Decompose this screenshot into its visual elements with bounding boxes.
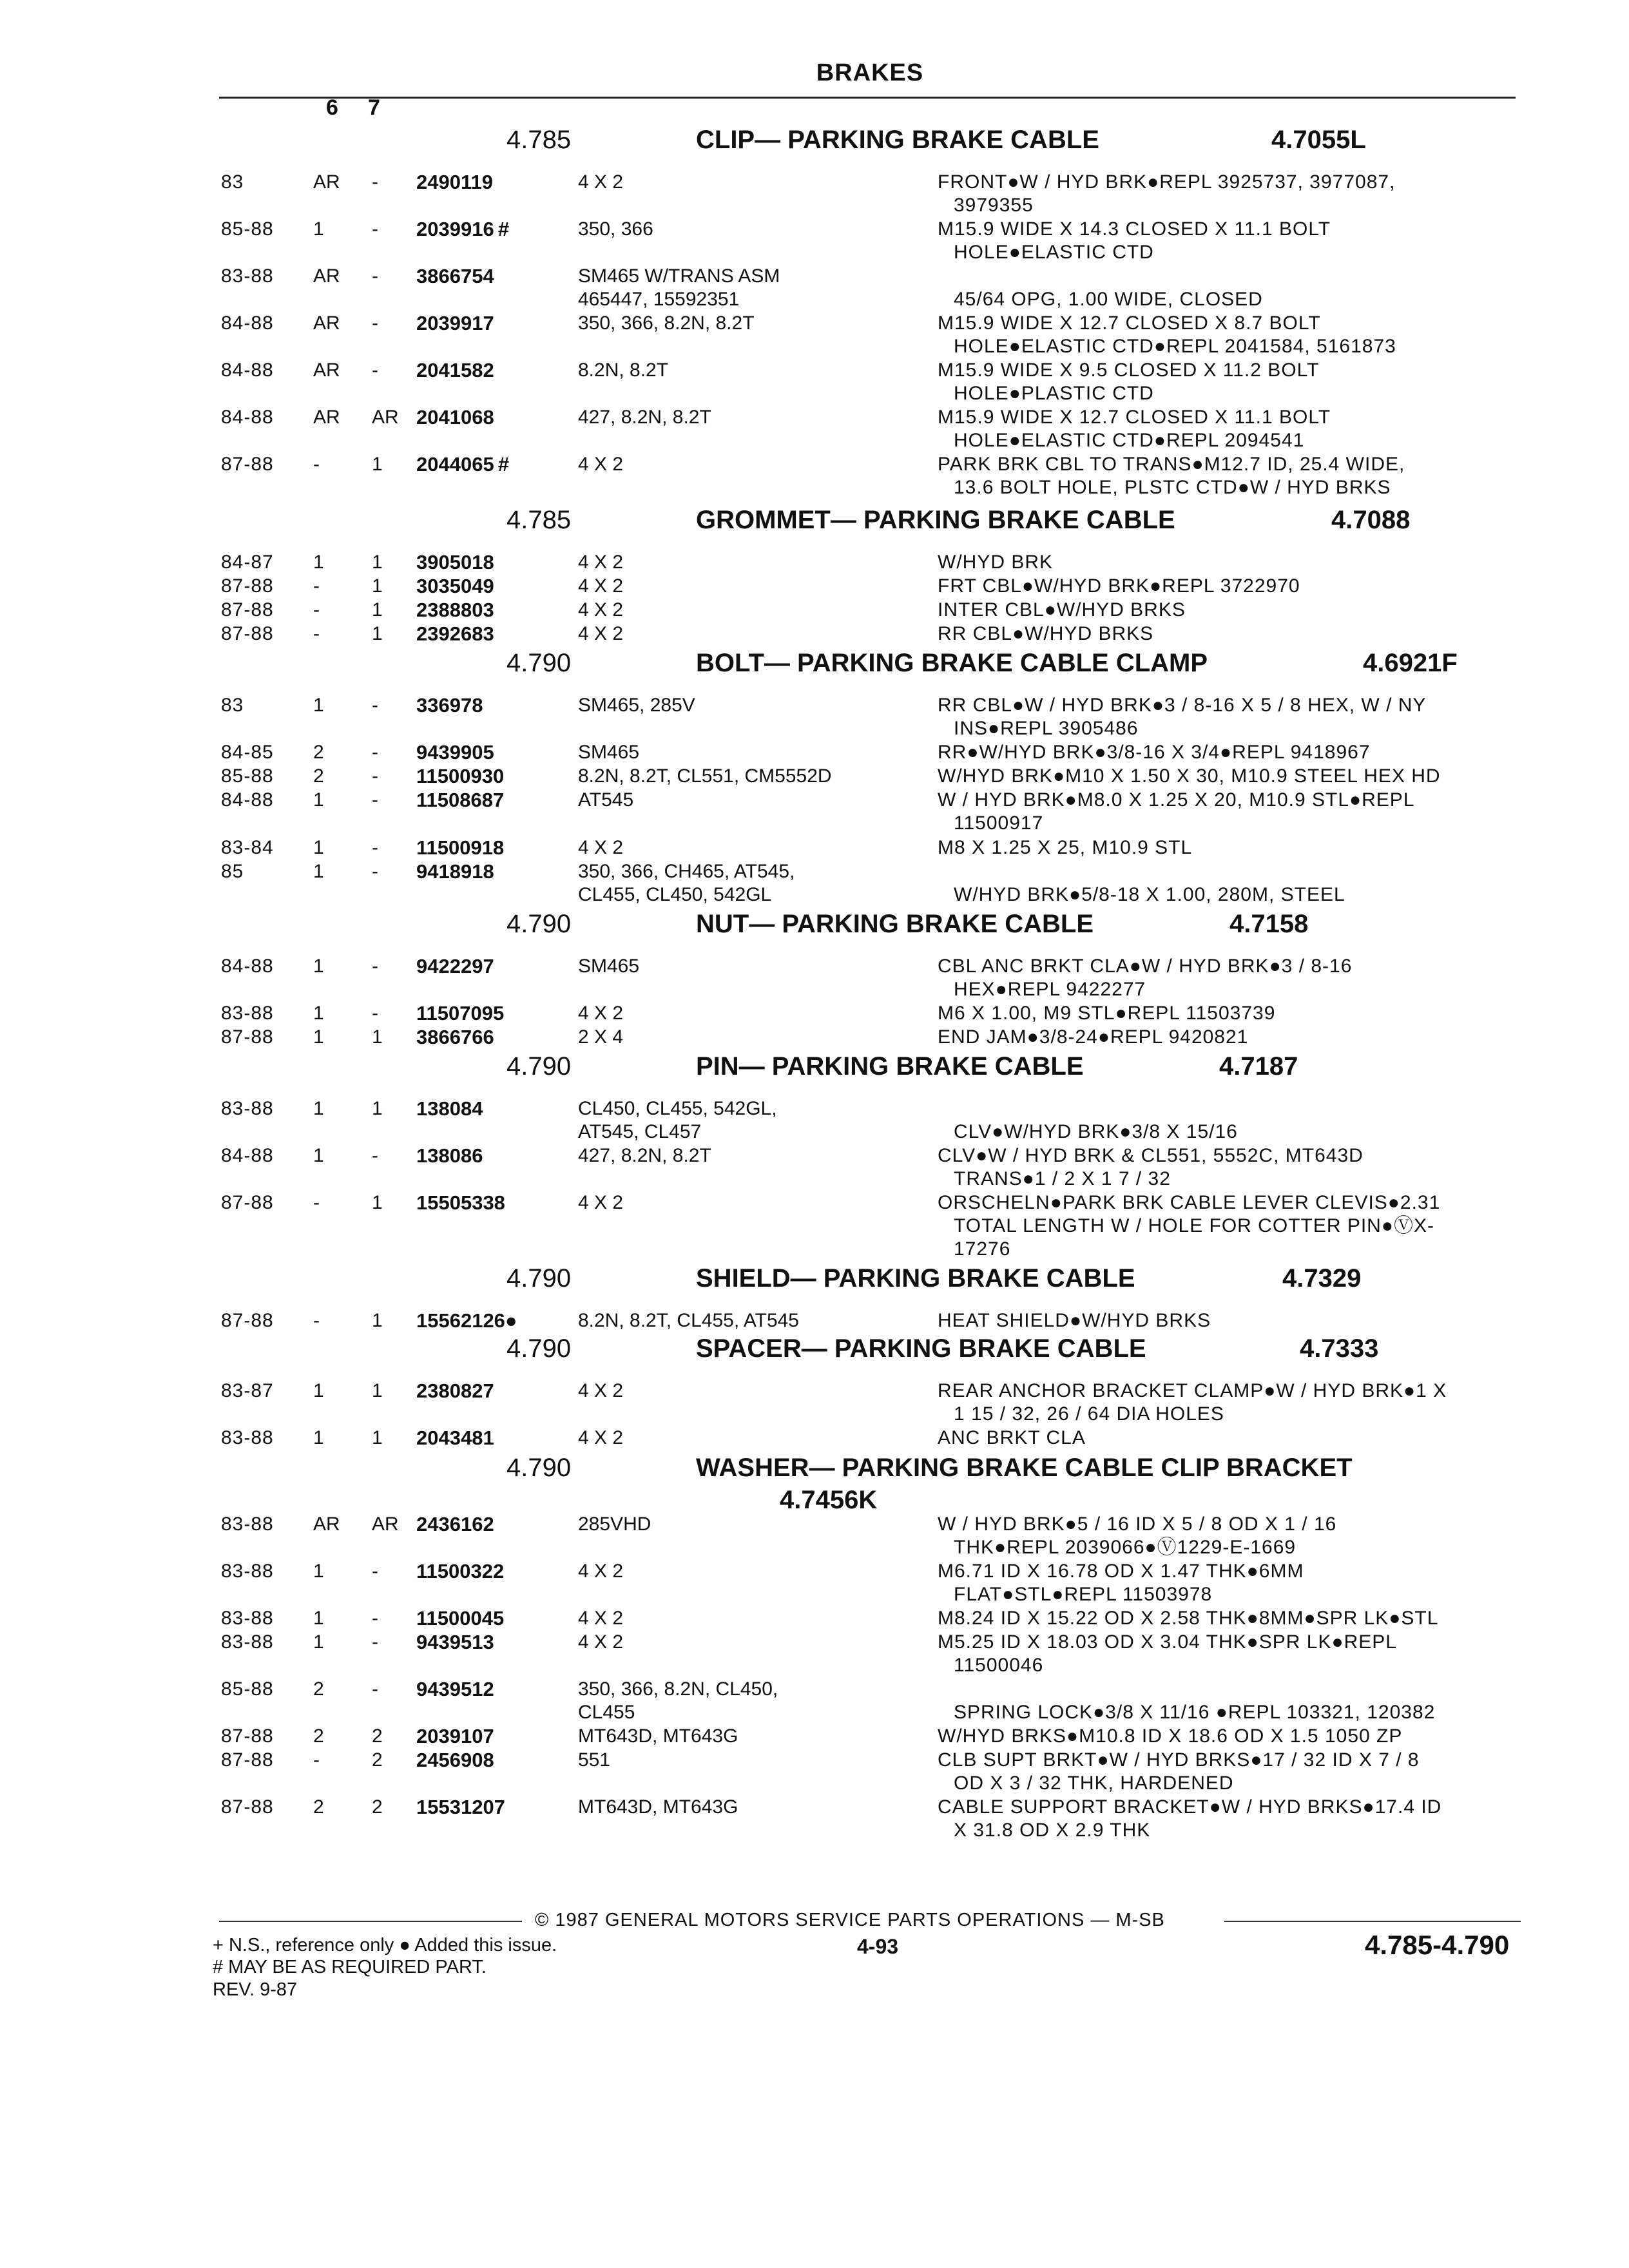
revision: REV. 9-87 <box>213 1979 298 2000</box>
part-number: 11500918 <box>416 836 505 859</box>
part-number: 9422297 <box>416 955 494 977</box>
section-ref-number: 4.7158 <box>1229 910 1309 938</box>
model-application: 4 X 2 <box>578 1561 624 1582</box>
qty-col-7: - <box>372 218 378 240</box>
model-years: 83-87 <box>221 1380 274 1401</box>
section-header <box>0 1454 1629 1514</box>
part-description: 45/64 OPG, 1.00 WIDE, CLOSED <box>954 289 1263 310</box>
qty-col-6: AR <box>313 407 340 428</box>
model-years: 87-88 <box>221 1192 274 1213</box>
qty-col-6: AR <box>313 1514 340 1535</box>
qty-col-7: - <box>372 742 378 763</box>
qty-col-7: 1 <box>372 454 383 475</box>
qty-col-7: - <box>372 171 378 193</box>
part-description: REAR ANCHOR BRACKET CLAMP●W / HYD BRK●1 X <box>938 1380 1447 1401</box>
qty-col-7: 1 <box>372 552 383 573</box>
qty-col-6: 1 <box>313 1098 324 1119</box>
part-description: 17276 <box>954 1238 1011 1260</box>
model-years: 87-88 <box>221 575 274 597</box>
section-code: 4.790 <box>506 1454 572 1482</box>
part-number: 9418918 <box>416 860 494 883</box>
part-description: OD X 3 / 32 THK, HARDENED <box>954 1773 1234 1794</box>
model-years: 87-88 <box>221 1749 274 1771</box>
qty-col-7: - <box>372 312 378 334</box>
model-application: CL455 <box>578 1702 635 1723</box>
model-years: 84-88 <box>221 312 274 334</box>
qty-col-7: 1 <box>372 623 383 644</box>
part-description: 11500046 <box>954 1655 1044 1676</box>
model-application: 4 X 2 <box>578 575 624 597</box>
part-description: FLAT●STL●REPL 11503978 <box>954 1584 1213 1605</box>
part-description: ANC BRKT CLA <box>938 1427 1086 1448</box>
part-description: M5.25 ID X 18.03 OD X 3.04 THK●SPR LK●REPL <box>938 1631 1397 1653</box>
part-number: 11500930 <box>416 765 505 787</box>
part-description: RR CBL●W/HYD BRKS <box>938 623 1154 644</box>
qty-col-6: 1 <box>313 956 324 977</box>
qty-col-7: 1 <box>372 1192 383 1213</box>
section-header <box>0 1334 1629 1365</box>
model-years: 84-88 <box>221 956 274 977</box>
model-application: 4 X 2 <box>578 1631 624 1653</box>
qty-col-7: - <box>372 1003 378 1024</box>
part-number: 2392683 <box>416 622 494 645</box>
model-application: 4 X 2 <box>578 1427 624 1448</box>
model-years: 83-88 <box>221 1514 274 1535</box>
qty-col-7: - <box>372 837 378 858</box>
section-header <box>0 649 1629 680</box>
qty-col-6: - <box>313 1310 320 1331</box>
model-application: MT643D, MT643G <box>578 1796 738 1818</box>
section-title: PIN— PARKING BRAKE CABLE <box>696 1052 1084 1081</box>
legend-ns: + N.S., reference only ● Added this issue. <box>213 1935 557 1956</box>
section-ref-number: 4.7333 <box>1300 1334 1379 1363</box>
part-number: 2041068 <box>416 406 494 428</box>
section-ref-number: 4.7329 <box>1282 1264 1362 1293</box>
part-number: 3866766 <box>416 1026 494 1048</box>
model-application: 465447, 15592351 <box>578 289 740 310</box>
part-description: HOLE●ELASTIC CTD●REPL 2041584, 5161873 <box>954 336 1396 357</box>
part-description: CLB SUPT BRKT●W / HYD BRKS●17 / 32 ID X 7 / 8 <box>938 1749 1420 1771</box>
part-number: 2041582 <box>416 359 494 381</box>
qty-col-7: 1 <box>372 1098 383 1119</box>
qty-col-7: - <box>372 360 378 381</box>
model-application: 427, 8.2N, 8.2T <box>578 1145 711 1166</box>
model-years: 83-88 <box>221 1003 274 1024</box>
section-code: 4.790 <box>506 910 572 938</box>
section-header <box>0 506 1629 537</box>
part-description: M8.24 ID X 15.22 OD X 2.58 THK●8MM●SPR LK●STL <box>938 1608 1439 1629</box>
part-description: TOTAL LENGTH W / HOLE FOR COTTER PIN●ⓋX- <box>954 1215 1434 1236</box>
qty-col-7: 1 <box>372 575 383 597</box>
model-years: 87-88 <box>221 1725 274 1747</box>
part-number: 15531207 <box>416 1796 505 1818</box>
section-title: NUT— PARKING BRAKE CABLE <box>696 910 1094 938</box>
qty-col-6: 2 <box>313 742 324 763</box>
qty-col-7: 1 <box>372 1026 383 1048</box>
part-number: 2039107 <box>416 1725 494 1747</box>
qty-col-6: - <box>313 1749 320 1771</box>
qty-col-6: 1 <box>313 1608 324 1629</box>
section-code: 4.785 <box>506 506 572 534</box>
qty-col-7: - <box>372 1678 378 1700</box>
part-description: M8 X 1.25 X 25, M10.9 STL <box>938 837 1193 858</box>
part-number: 9439512 <box>416 1678 494 1700</box>
part-number: 2490119 <box>416 171 493 193</box>
model-application: 4 X 2 <box>578 1608 624 1629</box>
part-description: FRT CBL●W/HYD BRK●REPL 3722970 <box>938 575 1300 597</box>
model-years: 83 <box>221 695 244 716</box>
qty-col-7: 1 <box>372 1380 383 1401</box>
part-number: 15505338 <box>416 1191 505 1214</box>
model-years: 84-85 <box>221 742 274 763</box>
model-application: 8.2N, 8.2T <box>578 360 669 381</box>
section-ref-number: 4.7187 <box>1219 1052 1298 1081</box>
model-application: SM465 W/TRANS ASM <box>578 265 780 287</box>
part-description: END JAM●3/8-24●REPL 9420821 <box>938 1026 1249 1048</box>
part-number: 2436162 <box>416 1513 494 1535</box>
section-code: 4.790 <box>506 1264 572 1293</box>
page-number: 4-93 <box>857 1935 899 1958</box>
qty-col-6: 1 <box>313 218 324 240</box>
part-description: THK●REPL 2039066●Ⓥ1229-E-1669 <box>954 1537 1296 1558</box>
section-title: BOLT— PARKING BRAKE CABLE CLAMP <box>696 649 1208 677</box>
model-years: 87-88 <box>221 599 274 620</box>
part-description: CBL ANC BRKT CLA●W / HYD BRK●3 / 8-16 <box>938 956 1353 977</box>
qty-col-6: AR <box>313 312 340 334</box>
model-application: CL455, CL450, 542GL <box>578 884 772 905</box>
part-description: RR CBL●W / HYD BRK●3 / 8-16 X 5 / 8 HEX, W / NY <box>938 695 1427 716</box>
part-description: ORSCHELN●PARK BRK CABLE LEVER CLEVIS●2.31 <box>938 1192 1441 1213</box>
section-ref-number: 4.7088 <box>1331 506 1411 534</box>
part-description: HEX●REPL 9422277 <box>954 979 1146 1000</box>
model-years: 87-88 <box>221 1026 274 1048</box>
part-number: 3866754 <box>416 265 494 287</box>
model-years: 84-88 <box>221 360 274 381</box>
model-years: 87-88 <box>221 454 274 475</box>
section-header <box>0 1052 1629 1083</box>
model-application: MT643D, MT643G <box>578 1725 738 1747</box>
model-application: 4 X 2 <box>578 552 624 573</box>
model-years: 85-88 <box>221 1678 274 1700</box>
part-description: W/HYD BRK●M10 X 1.50 X 30, M10.9 STEEL HEX HD <box>938 765 1441 787</box>
qty-col-6: AR <box>313 360 340 381</box>
part-number: 3035049 <box>416 575 494 597</box>
part-description: W / HYD BRK●M8.0 X 1.25 X 20, M10.9 STL●REPL <box>938 789 1415 811</box>
section-code: 4.790 <box>506 649 572 677</box>
part-number: 9439513 <box>416 1631 494 1653</box>
model-application: 4 X 2 <box>578 599 624 620</box>
model-years: 85 <box>221 861 244 882</box>
model-application: 4 X 2 <box>578 1003 624 1024</box>
qty-col-6: 1 <box>313 1427 324 1448</box>
model-application: 8.2N, 8.2T, CL551, CM5552D <box>578 765 832 787</box>
part-description: M15.9 WIDE X 12.7 CLOSED X 8.7 BOLT <box>938 312 1321 334</box>
model-application: 4 X 2 <box>578 623 624 644</box>
page-range: 4.785-4.790 <box>1365 1930 1510 1960</box>
part-number: 2039917 <box>416 312 494 334</box>
qty-col-6: 1 <box>313 695 324 716</box>
qty-col-6: AR <box>313 171 340 193</box>
part-description: INS●REPL 3905486 <box>954 718 1139 739</box>
qty-col-6: 1 <box>313 1145 324 1166</box>
page-title: BRAKES <box>816 59 924 86</box>
model-years: 83-88 <box>221 1631 274 1653</box>
part-description: CABLE SUPPORT BRACKET●W / HYD BRKS●17.4 ID <box>938 1796 1442 1818</box>
part-description: RR●W/HYD BRK●3/8-16 X 3/4●REPL 9418967 <box>938 742 1371 763</box>
model-years: 83-84 <box>221 837 274 858</box>
qty-col-7: - <box>372 789 378 811</box>
column-header-7: 7 <box>368 95 380 120</box>
part-description: M6.71 ID X 16.78 OD X 1.47 THK●6MM <box>938 1561 1304 1582</box>
section-title: SHIELD— PARKING BRAKE CABLE <box>696 1264 1135 1293</box>
model-application: AT545, CL457 <box>578 1121 702 1142</box>
section-ref-number: 4.7456K <box>780 1486 878 1514</box>
model-years: 87-88 <box>221 1310 274 1331</box>
part-number: 2039916 # <box>416 218 510 240</box>
qty-col-6: 1 <box>313 1631 324 1653</box>
section-title: CLIP— PARKING BRAKE CABLE <box>696 126 1099 154</box>
qty-col-7: 2 <box>372 1749 383 1771</box>
qty-col-6: 1 <box>313 861 324 882</box>
qty-col-7: - <box>372 861 378 882</box>
qty-col-6: - <box>313 623 320 644</box>
part-description: M15.9 WIDE X 12.7 CLOSED X 11.1 BOLT <box>938 407 1331 428</box>
qty-col-6: - <box>313 1192 320 1213</box>
part-description: W/HYD BRK <box>938 552 1054 573</box>
qty-col-6: 1 <box>313 552 324 573</box>
qty-col-7: - <box>372 265 378 287</box>
part-description: CLV●W/HYD BRK●3/8 X 15/16 <box>954 1121 1238 1142</box>
part-description: M15.9 WIDE X 14.3 CLOSED X 11.1 BOLT <box>938 218 1331 240</box>
part-number: 2388803 <box>416 599 494 621</box>
qty-col-6: 2 <box>313 1678 324 1700</box>
section-ref-number: 4.6921F <box>1363 649 1458 677</box>
qty-col-7: - <box>372 1145 378 1166</box>
part-description: HOLE●PLASTIC CTD <box>954 383 1154 404</box>
part-description: M15.9 WIDE X 9.5 CLOSED X 11.2 BOLT <box>938 360 1320 381</box>
model-application: 4 X 2 <box>578 454 624 475</box>
part-description: 1 15 / 32, 26 / 64 DIA HOLES <box>954 1403 1224 1425</box>
qty-col-6: 2 <box>313 1725 324 1747</box>
qty-col-7: - <box>372 1631 378 1653</box>
qty-col-7: 1 <box>372 1310 383 1331</box>
part-description: W/HYD BRKS●M10.8 ID X 18.6 OD X 1.5 1050 ZP <box>938 1725 1403 1747</box>
model-years: 85-88 <box>221 218 274 240</box>
part-number: 336978 <box>416 694 483 716</box>
model-years: 83-88 <box>221 1608 274 1629</box>
model-application: 551 <box>578 1749 611 1771</box>
section-ref-number: 4.7055L <box>1271 126 1366 154</box>
model-years: 85-88 <box>221 765 274 787</box>
qty-col-7: 2 <box>372 1796 383 1818</box>
part-description: PARK BRK CBL TO TRANS●M12.7 ID, 25.4 WIDE, <box>938 454 1405 475</box>
section-code: 4.790 <box>506 1052 572 1081</box>
model-application: SM465 <box>578 742 640 763</box>
qty-col-7: - <box>372 1561 378 1582</box>
part-description: 11500917 <box>954 812 1044 834</box>
section-title: GROMMET— PARKING BRAKE CABLE <box>696 506 1175 534</box>
part-description: FRONT●W / HYD BRK●REPL 3925737, 3977087, <box>938 171 1396 193</box>
model-application: CL450, CL455, 542GL, <box>578 1098 777 1119</box>
qty-col-6: AR <box>313 265 340 287</box>
section-header <box>0 126 1629 157</box>
part-description: HEAT SHIELD●W/HYD BRKS <box>938 1310 1211 1331</box>
part-number: 11507095 <box>416 1002 505 1024</box>
qty-col-7: - <box>372 956 378 977</box>
model-application: AT545 <box>578 789 634 811</box>
footer-rule-left <box>219 1921 522 1922</box>
part-number: 2380827 <box>416 1379 494 1402</box>
part-description: HOLE●ELASTIC CTD <box>954 242 1154 263</box>
model-application: 8.2N, 8.2T, CL455, AT545 <box>578 1310 799 1331</box>
part-number: 11500322 <box>416 1560 505 1582</box>
qty-col-7: - <box>372 765 378 787</box>
qty-col-7: AR <box>372 407 399 428</box>
section-title: WASHER— PARKING BRAKE CABLE CLIP BRACKET <box>696 1454 1353 1482</box>
section-code: 4.785 <box>506 126 572 154</box>
model-application: 427, 8.2N, 8.2T <box>578 407 711 428</box>
qty-col-6: 1 <box>313 789 324 811</box>
model-application: 4 X 2 <box>578 837 624 858</box>
model-years: 87-88 <box>221 623 274 644</box>
qty-col-6: 2 <box>313 1796 324 1818</box>
section-header <box>0 910 1629 941</box>
qty-col-6: - <box>313 599 320 620</box>
model-application: 2 X 4 <box>578 1026 624 1048</box>
part-description: W / HYD BRK●5 / 16 ID X 5 / 8 OD X 1 / 16 <box>938 1514 1337 1535</box>
model-application: 4 X 2 <box>578 1192 624 1213</box>
part-number: 11508687 <box>416 789 505 811</box>
part-number: 138084 <box>416 1097 483 1120</box>
qty-col-6: - <box>313 454 320 475</box>
qty-col-6: 2 <box>313 765 324 787</box>
model-application: 350, 366, 8.2N, CL450, <box>578 1678 778 1700</box>
qty-col-6: - <box>313 575 320 597</box>
column-header-6: 6 <box>326 95 338 120</box>
part-number: 2043481 <box>416 1427 494 1449</box>
section-title: SPACER— PARKING BRAKE CABLE <box>696 1334 1146 1363</box>
part-description: SPRING LOCK●3/8 X 11/16 ●REPL 103321, 120382 <box>954 1702 1436 1723</box>
model-years: 84-88 <box>221 789 274 811</box>
part-description: HOLE●ELASTIC CTD●REPL 2094541 <box>954 430 1305 451</box>
part-number: 2456908 <box>416 1749 494 1771</box>
model-years: 83-88 <box>221 1427 274 1448</box>
model-application: 285VHD <box>578 1514 651 1535</box>
qty-col-7: 1 <box>372 1427 383 1448</box>
part-number: 9439905 <box>416 741 494 764</box>
model-application: 350, 366, CH465, AT545, <box>578 861 795 882</box>
model-years: 83-88 <box>221 1098 274 1119</box>
model-application: 4 X 2 <box>578 1380 624 1401</box>
model-years: 83-88 <box>221 1561 274 1582</box>
part-description: INTER CBL●W/HYD BRKS <box>938 599 1186 620</box>
part-description: W/HYD BRK●5/8-18 X 1.00, 280M, STEEL <box>954 884 1345 905</box>
model-application: 4 X 2 <box>578 171 624 193</box>
model-years: 84-87 <box>221 552 274 573</box>
section-code: 4.790 <box>506 1334 572 1363</box>
part-description: TRANS●1 / 2 X 1 7 / 32 <box>954 1168 1171 1189</box>
model-application: 350, 366 <box>578 218 653 240</box>
qty-col-6: 1 <box>313 1380 324 1401</box>
qty-col-6: 1 <box>313 1561 324 1582</box>
section-header <box>0 1264 1629 1295</box>
qty-col-7: - <box>372 695 378 716</box>
legend-as-required: # MAY BE AS REQUIRED PART. <box>213 1957 487 1977</box>
model-application: 350, 366, 8.2N, 8.2T <box>578 312 755 334</box>
part-number: 138086 <box>416 1144 483 1167</box>
copyright-notice: © 1987 GENERAL MOTORS SERVICE PARTS OPERATIONS — M-SB <box>535 1910 1165 1930</box>
header-rule <box>219 97 1516 99</box>
part-description: CLV●W / HYD BRK & CL551, 5552C, MT643D <box>938 1145 1364 1166</box>
model-years: 84-88 <box>221 407 274 428</box>
model-years: 83-88 <box>221 265 274 287</box>
qty-col-7: 2 <box>372 1725 383 1747</box>
model-years: 87-88 <box>221 1796 274 1818</box>
part-number: 2044065 # <box>416 453 510 476</box>
part-description: 3979355 <box>954 195 1034 216</box>
model-application: SM465, 285V <box>578 695 695 716</box>
qty-col-6: 1 <box>313 1003 324 1024</box>
model-years: 84-88 <box>221 1145 274 1166</box>
part-number: 3905018 <box>416 551 494 573</box>
part-number: 11500045 <box>416 1607 505 1629</box>
part-description: X 31.8 OD X 2.9 THK <box>954 1820 1151 1841</box>
qty-col-7: 1 <box>372 599 383 620</box>
footer-rule-right <box>1224 1921 1521 1922</box>
qty-col-7: - <box>372 1608 378 1629</box>
model-years: 83 <box>221 171 244 193</box>
model-application: SM465 <box>578 956 640 977</box>
qty-col-7: AR <box>372 1514 399 1535</box>
part-number: 15562126● <box>416 1309 517 1332</box>
qty-col-6: 1 <box>313 1026 324 1048</box>
qty-col-6: 1 <box>313 837 324 858</box>
part-description: M6 X 1.00, M9 STL●REPL 11503739 <box>938 1003 1276 1024</box>
part-description: 13.6 BOLT HOLE, PLSTC CTD●W / HYD BRKS <box>954 477 1391 498</box>
